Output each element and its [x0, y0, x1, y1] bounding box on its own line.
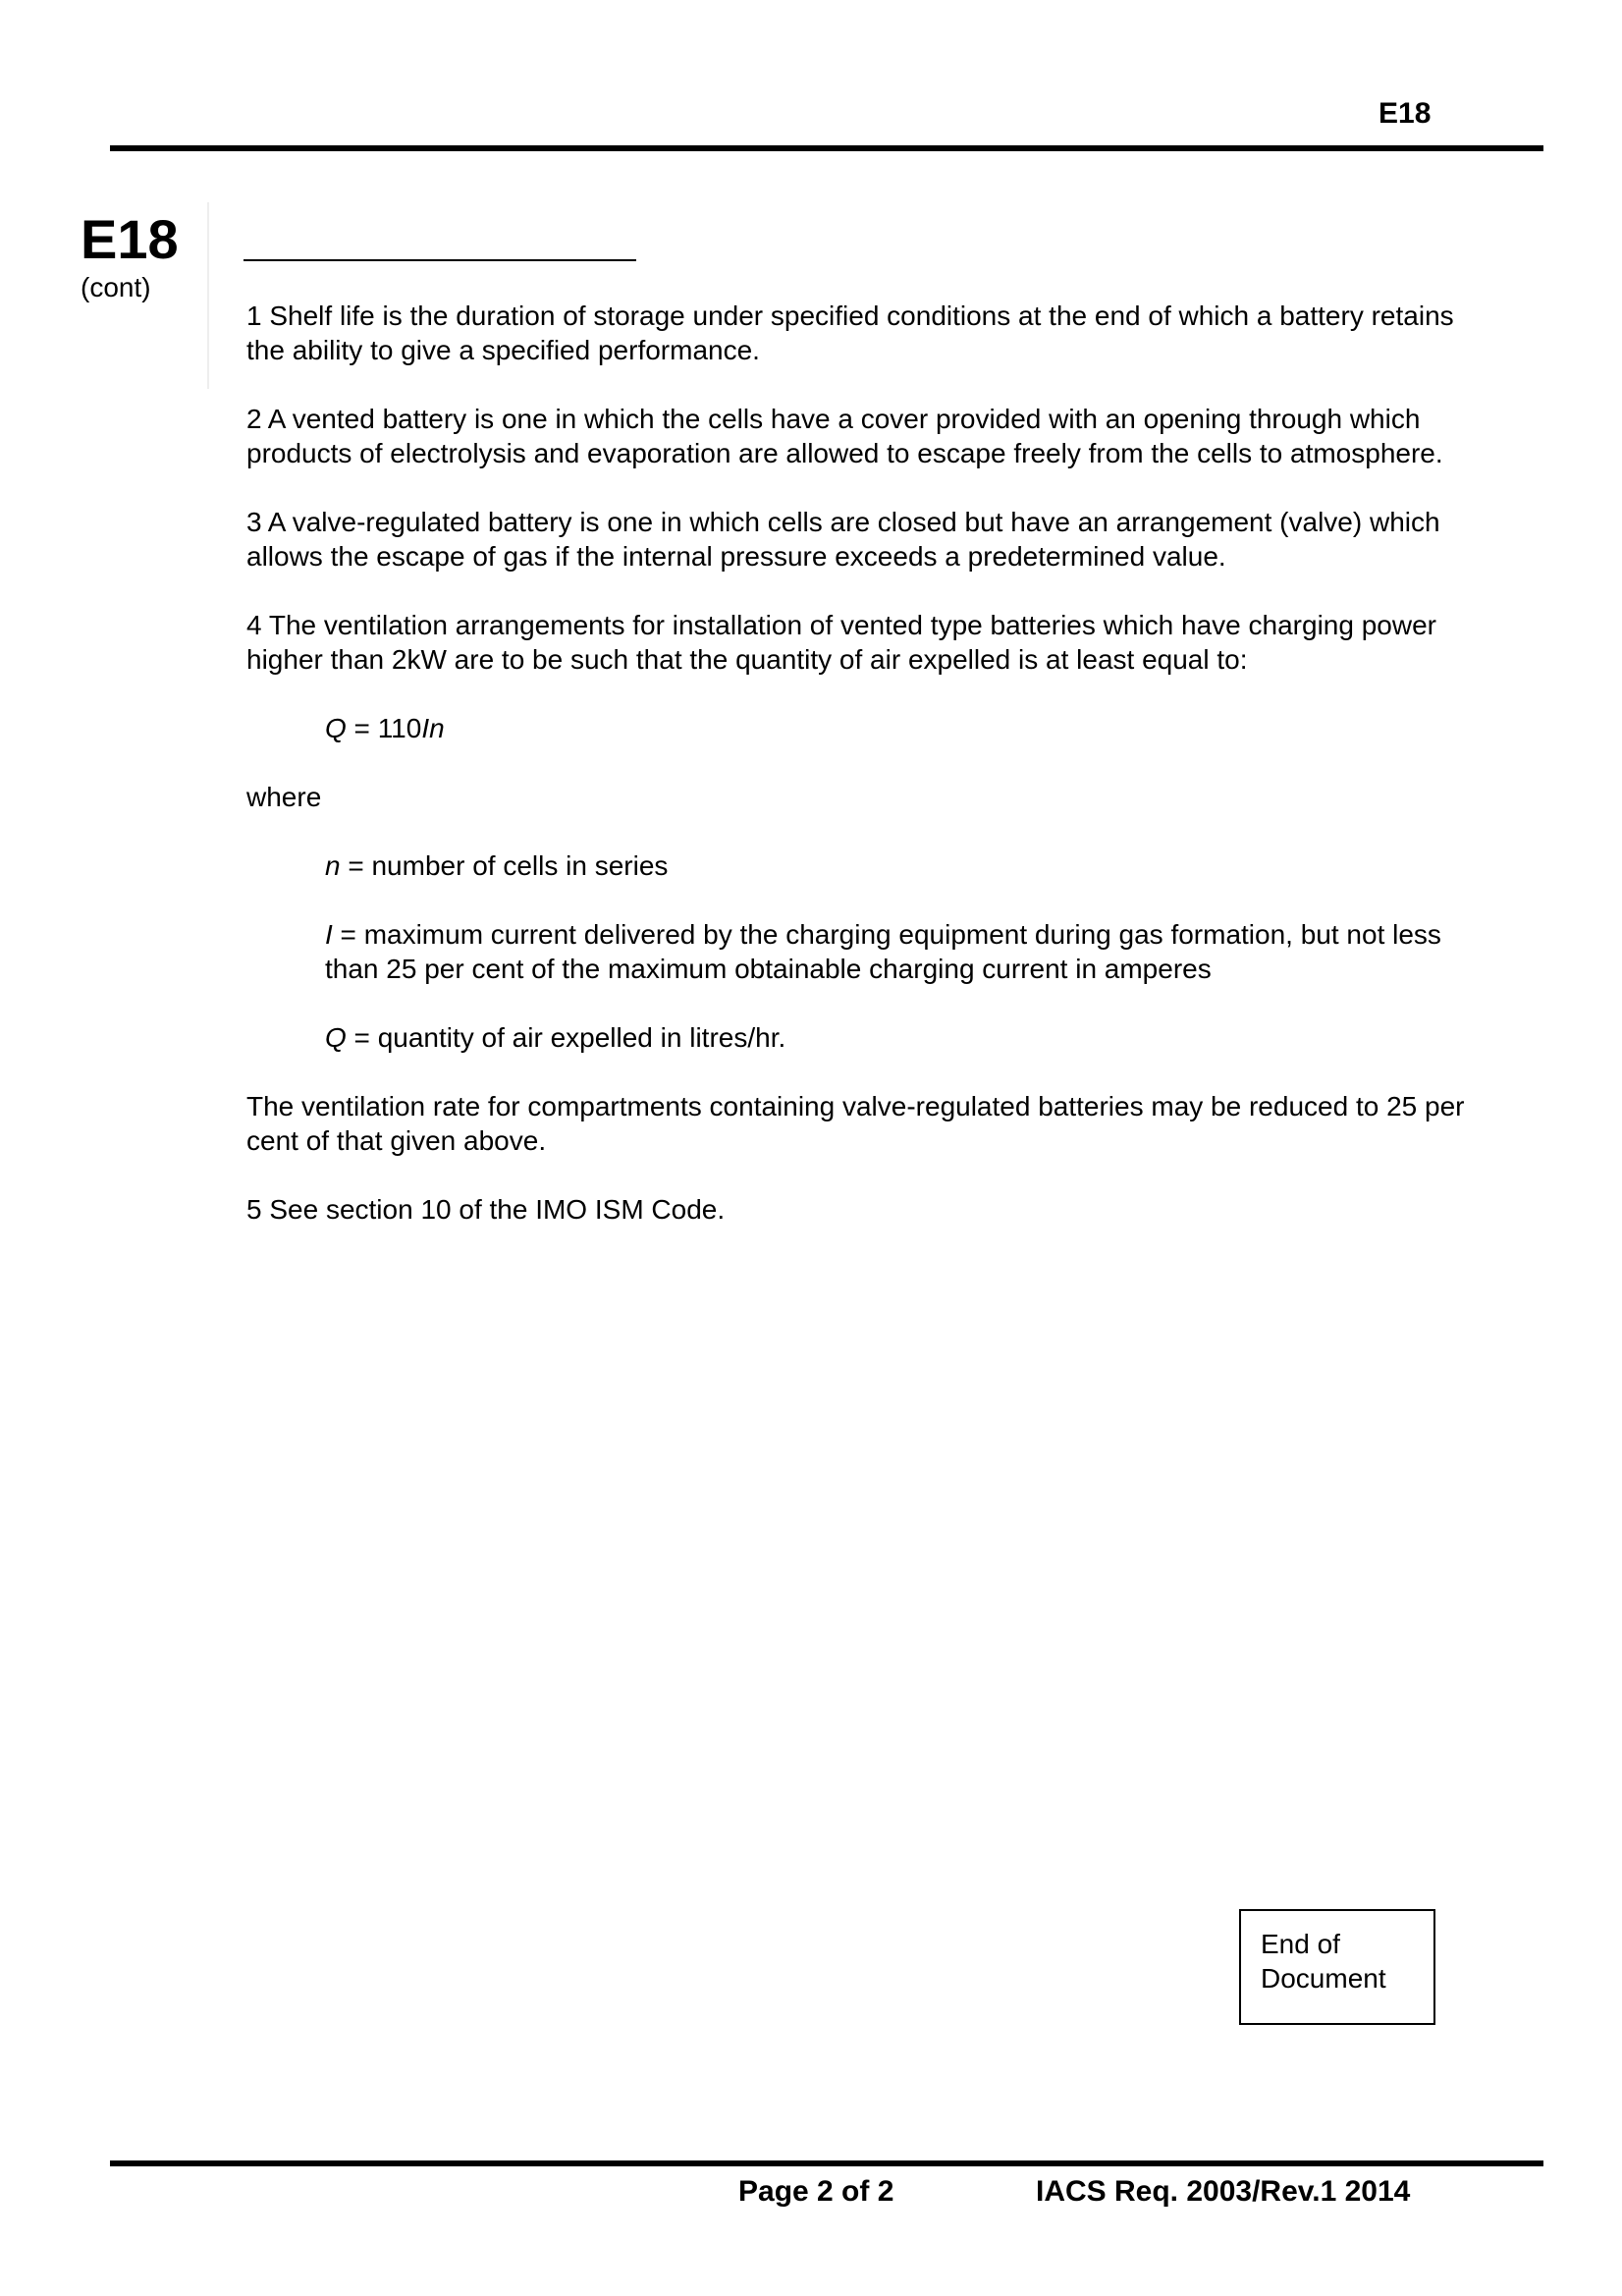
definition-n	[325, 848, 1484, 883]
end-of-document-line1: End of	[1261, 1929, 1340, 1959]
definition-q-text: = quantity of air expelled in litres/hr.	[346, 1022, 786, 1053]
formula-equals: = 110	[346, 713, 422, 743]
end-of-document-line2: Document	[1261, 1963, 1386, 1994]
footnote-5: 5 See section 10 of the IMO ISM Code.	[246, 1194, 726, 1225]
footnote-1: 1 Shelf life is the duration of storage under specified conditions at the end of which a battery retains the ability to give a specified performance.	[246, 301, 1454, 365]
definition-i-text: = maximum current delivered by the charging equipment during gas formation, but not less than 25 per cent of the maximum obtainable charging current in amperes	[325, 919, 1441, 984]
definition-q	[325, 1020, 1484, 1055]
reduced-rate-note: The ventilation rate for compartments containing valve-regulated batteries may be reduced to 25 per cent of that given above.	[246, 1091, 1465, 1156]
footnote-2: 2 A vented battery is one in which the cells have a cover provided with an opening through which products of electrolysis and evaporation are allowed to escape freely from the cells to atmosphere.	[246, 404, 1443, 468]
ventilation-formula	[325, 711, 1484, 745]
header-rule	[110, 145, 1543, 151]
footnote-4: 4 The ventilation arrangements for installation of vented type batteries which have charging power higher than 2kW are to be such that the quantity of air expelled is at least equal to:	[246, 610, 1436, 675]
side-divider	[207, 202, 209, 389]
page-number: Page 2 of 2	[738, 2175, 894, 2208]
definition-n-symbol: n	[325, 850, 341, 881]
footnote-separator	[243, 259, 636, 261]
end-of-document-box	[1239, 1909, 1435, 2025]
footnotes	[246, 299, 1484, 1261]
definition-i-symbol: I	[325, 919, 333, 950]
side-continued-label: (cont)	[81, 272, 151, 302]
where-label: where	[246, 782, 322, 812]
definition-n-text: = number of cells in series	[340, 850, 669, 881]
footnote-3: 3 A valve-regulated battery is one in which cells are closed but have an arrangement (valve) which allows the escape of gas if the internal pressure exceeds a predetermined value.	[246, 507, 1440, 572]
header-code: E18	[1379, 97, 1432, 130]
side-section-code: E18	[81, 208, 179, 270]
footer-rule	[110, 2160, 1543, 2166]
formula-symbol-i: I	[421, 713, 430, 743]
document-reference: IACS Req. 2003/Rev.1 2014	[1036, 2175, 1411, 2208]
formula-symbol-q: Q	[325, 713, 347, 743]
definition-i	[325, 917, 1484, 986]
definition-q-symbol: Q	[325, 1022, 347, 1053]
formula-symbol-n: n	[429, 713, 445, 743]
